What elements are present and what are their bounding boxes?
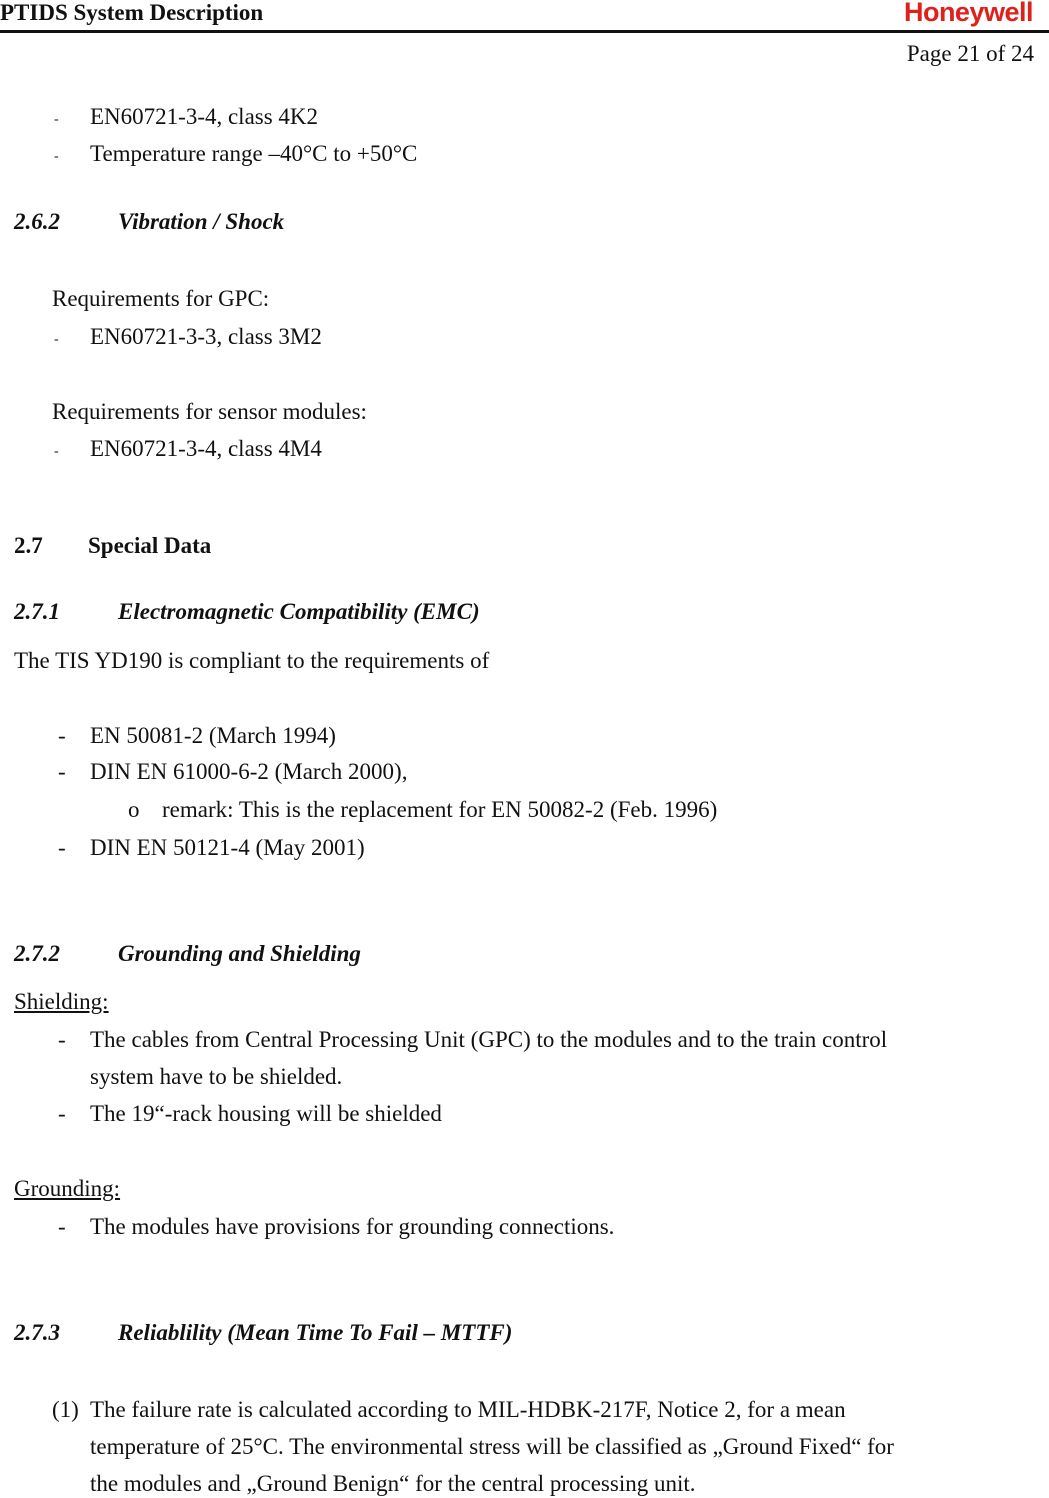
requirement-label: Requirements for GPC: bbox=[52, 286, 270, 311]
list-marker: - bbox=[54, 332, 59, 347]
numbered-marker: (1) bbox=[52, 1397, 79, 1422]
list-marker: - bbox=[54, 444, 59, 459]
requirement-label: Requirements for sensor modules: bbox=[52, 399, 367, 424]
list-marker: - bbox=[58, 835, 66, 860]
section-number: 2.7.1 bbox=[14, 599, 60, 624]
section-number: 2.7.3 bbox=[14, 1320, 60, 1345]
paragraph-line: The failure rate is calculated according to MIL-HDBK-217F, Notice 2, for a mean bbox=[90, 1397, 846, 1422]
list-item: The 19“-rack housing will be shielded bbox=[90, 1101, 442, 1126]
list-marker: - bbox=[58, 1214, 66, 1239]
honeywell-logo: Honeywell bbox=[903, 0, 1033, 27]
section-number: 2.7.2 bbox=[14, 941, 60, 966]
section-heading: Grounding and Shielding bbox=[118, 941, 361, 966]
list-marker: - bbox=[58, 723, 66, 748]
paragraph: The TIS YD190 is compliant to the requirements of bbox=[14, 648, 490, 673]
page-number: Page 21 of 24 bbox=[906, 41, 1034, 66]
sub-list-marker: o bbox=[128, 797, 140, 822]
list-item: DIN EN 50121-4 (May 2001) bbox=[90, 835, 365, 860]
list-marker: - bbox=[54, 112, 59, 127]
section-number: 2.6.2 bbox=[14, 209, 60, 234]
section-heading: Vibration / Shock bbox=[118, 209, 285, 234]
subheading-shielding: Shielding: bbox=[14, 989, 109, 1014]
list-item: DIN EN 61000-6-2 (March 2000), bbox=[90, 759, 408, 784]
section-heading: Electromagnetic Compatibility (EMC) bbox=[118, 599, 480, 624]
list-item: The cables from Central Processing Unit (GPC) to the modules and to the train control bbox=[90, 1027, 888, 1052]
header-rule bbox=[0, 30, 1049, 33]
list-marker: - bbox=[58, 1027, 66, 1052]
list-item: EN60721-3-4, class 4K2 bbox=[90, 104, 319, 129]
section-number: 2.7 bbox=[14, 533, 43, 558]
paragraph-line: the modules and „Ground Benign“ for the central processing unit. bbox=[90, 1471, 696, 1496]
list-item: Temperature range –40°C to +50°C bbox=[90, 141, 418, 166]
section-heading: Reliablility (Mean Time To Fail – MTTF) bbox=[118, 1320, 513, 1345]
list-marker: - bbox=[54, 149, 59, 164]
list-marker: - bbox=[58, 1101, 66, 1126]
subheading-grounding: Grounding: bbox=[14, 1176, 121, 1201]
list-marker: - bbox=[58, 759, 66, 784]
sub-list-item: remark: This is the replacement for EN 50082-2 (Feb. 1996) bbox=[162, 797, 718, 822]
list-item: EN 50081-2 (March 1994) bbox=[90, 723, 336, 748]
section-heading: Special Data bbox=[88, 533, 212, 558]
list-item: EN60721-3-3, class 3M2 bbox=[90, 324, 322, 349]
list-item-continued: system have to be shielded. bbox=[90, 1064, 343, 1089]
list-item: The modules have provisions for grounding connections. bbox=[90, 1214, 615, 1239]
paragraph-line: temperature of 25°C. The environmental stress will be classified as „Ground Fixed“ for bbox=[90, 1434, 894, 1459]
document-title: PTIDS System Description bbox=[0, 0, 264, 25]
list-item: EN60721-3-4, class 4M4 bbox=[90, 436, 322, 461]
